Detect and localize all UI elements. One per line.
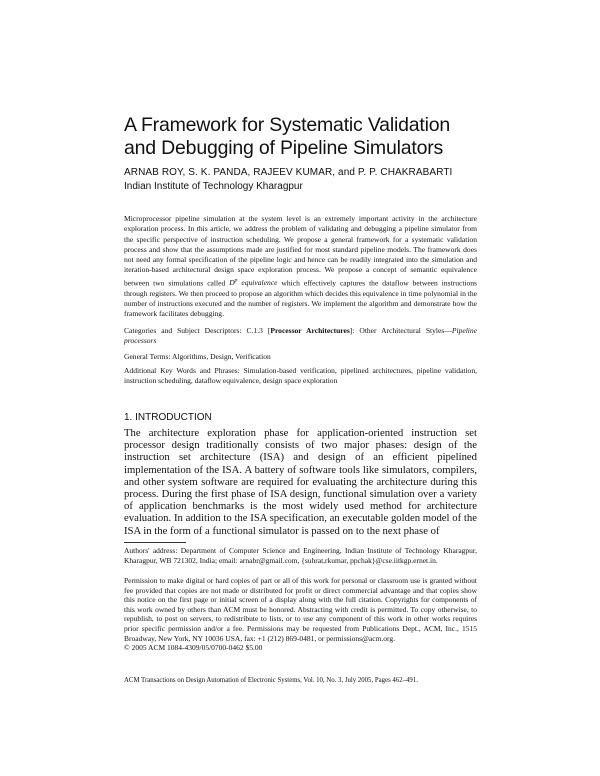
copyright-line: © 2005 ACM 1084-4309/05/0700-0462 $5.00 xyxy=(124,643,263,653)
paper-title xyxy=(124,114,524,160)
abstract-text-1: Microprocessor pipeline simulation at the system level is an extremely important activity in the architecture exploration process. In this article, we address the problem of validating and debugging a pipeline simulator from the specific perspective of instruction scheduling. We propose a general framework for a systematic validation process and show that the assumptions made are justified for most standard pipeline models. The framework does not need any formal specification of the pipeline logic and hence can be readily integrated into the simulation and iteration-based architectural design space exploration process. We propose a concept of semantic equivalence between two simulations called xyxy=(124,214,477,288)
abstract-dp-letter: D xyxy=(229,278,235,288)
title-line-1: A Framework for Systematic Validation xyxy=(124,114,451,136)
footnote-permission xyxy=(124,576,477,653)
journal-citation-footer: ACM Transactions on Design Automation of Electronic Systems, Vol. 10, No. 3, July 2005, Pages 462–491. xyxy=(124,677,418,684)
section-heading-introduction: 1. INTRODUCTION xyxy=(124,412,212,423)
abstract-dp-superscript: p xyxy=(234,277,238,284)
abstract xyxy=(124,214,477,319)
footnote-divider xyxy=(124,542,186,543)
categories-bold: Processor Architectures xyxy=(270,326,350,335)
title-line-2: and Debugging of Pipeline Simulators xyxy=(124,137,444,159)
author-list: ARNAB ROY, S. K. PANDA, RAJEEV KUMAR, and P. P. CHAKRABARTI xyxy=(124,167,453,178)
footnote-authors-address: Authors' address: Department of Computer Science and Engineering, Indian Institute of Technology Kharagpur, Kharagpur, WB 721302, India; email: arnabr@gmail.com, {suhrat,rkumar, ppchak}@cse.iitkgp.ernet.in. xyxy=(124,546,477,565)
general-terms: General Terms: Algorithms, Design, Verification xyxy=(124,352,271,361)
permission-text: Permission to make digital or hard copies of part or all of this work for personal or classroom use is granted without fee provided that copies are not made or distributed for profit or direct commercial advantage and that copies show this notice on the first page or initial screen of a display along with the full citation. Copyrights for components of this work owned by others than ACM must be honored. Abstracting with credit is permitted. To copy otherwise, to republish, to post on servers, to redistribute to lists, or to use any component of this work in other works requires prior specific permission and/or a fee. Permissions may be requested from Publications Dept., ACM, Inc., 1515 Broadway, New York, NY 10036 USA, fax: +1 (212) 869-0481, or permissions@acm.org. xyxy=(124,576,477,643)
categories-italic: Pipeline processors xyxy=(124,326,478,346)
categories-descriptors xyxy=(124,326,477,347)
abstract-text-2: which effectively captures the dataflow between instructions through registers. We then proceed to propose an algorithm which decides this equivalence in time polynomial in the number of instructions executed and the number of registers. We implement the algorithm and demonstrate how the framework facilitates debugging. xyxy=(124,278,477,319)
affiliation: Indian Institute of Technology Kharagpur xyxy=(124,181,303,192)
introduction-paragraph: The architecture exploration phase for application-oriented instruction set processor design traditionally consists of two major phases: design of the instruction set architecture (ISA) and design of an efficient pipelined implementation of the ISA. A battery of software tools like simulators, compilers, and other system software are required for evaluating the architecture during this process. During the first phase of ISA design, functional simulation over a variety of application benchmarks is the most widely used method for architecture evaluation. In addition to the ISA specification, an executable golden model of the ISA in the form of a functional simulator is passed on to the next phase of xyxy=(124,427,477,537)
keywords: Additional Key Words and Phrases: Simulation-based verification, pipelined architectures, pipeline validation, instruction scheduling, dataflow equivalence, design space exploration xyxy=(124,366,477,386)
categories-prefix: Categories and Subject Descriptors: C.1.3 [ xyxy=(124,326,271,335)
abstract-dp-word: equivalence xyxy=(237,278,278,288)
categories-mid: ]: Other Architectural Styles— xyxy=(349,326,452,335)
abstract-dp-symbol xyxy=(229,278,277,287)
